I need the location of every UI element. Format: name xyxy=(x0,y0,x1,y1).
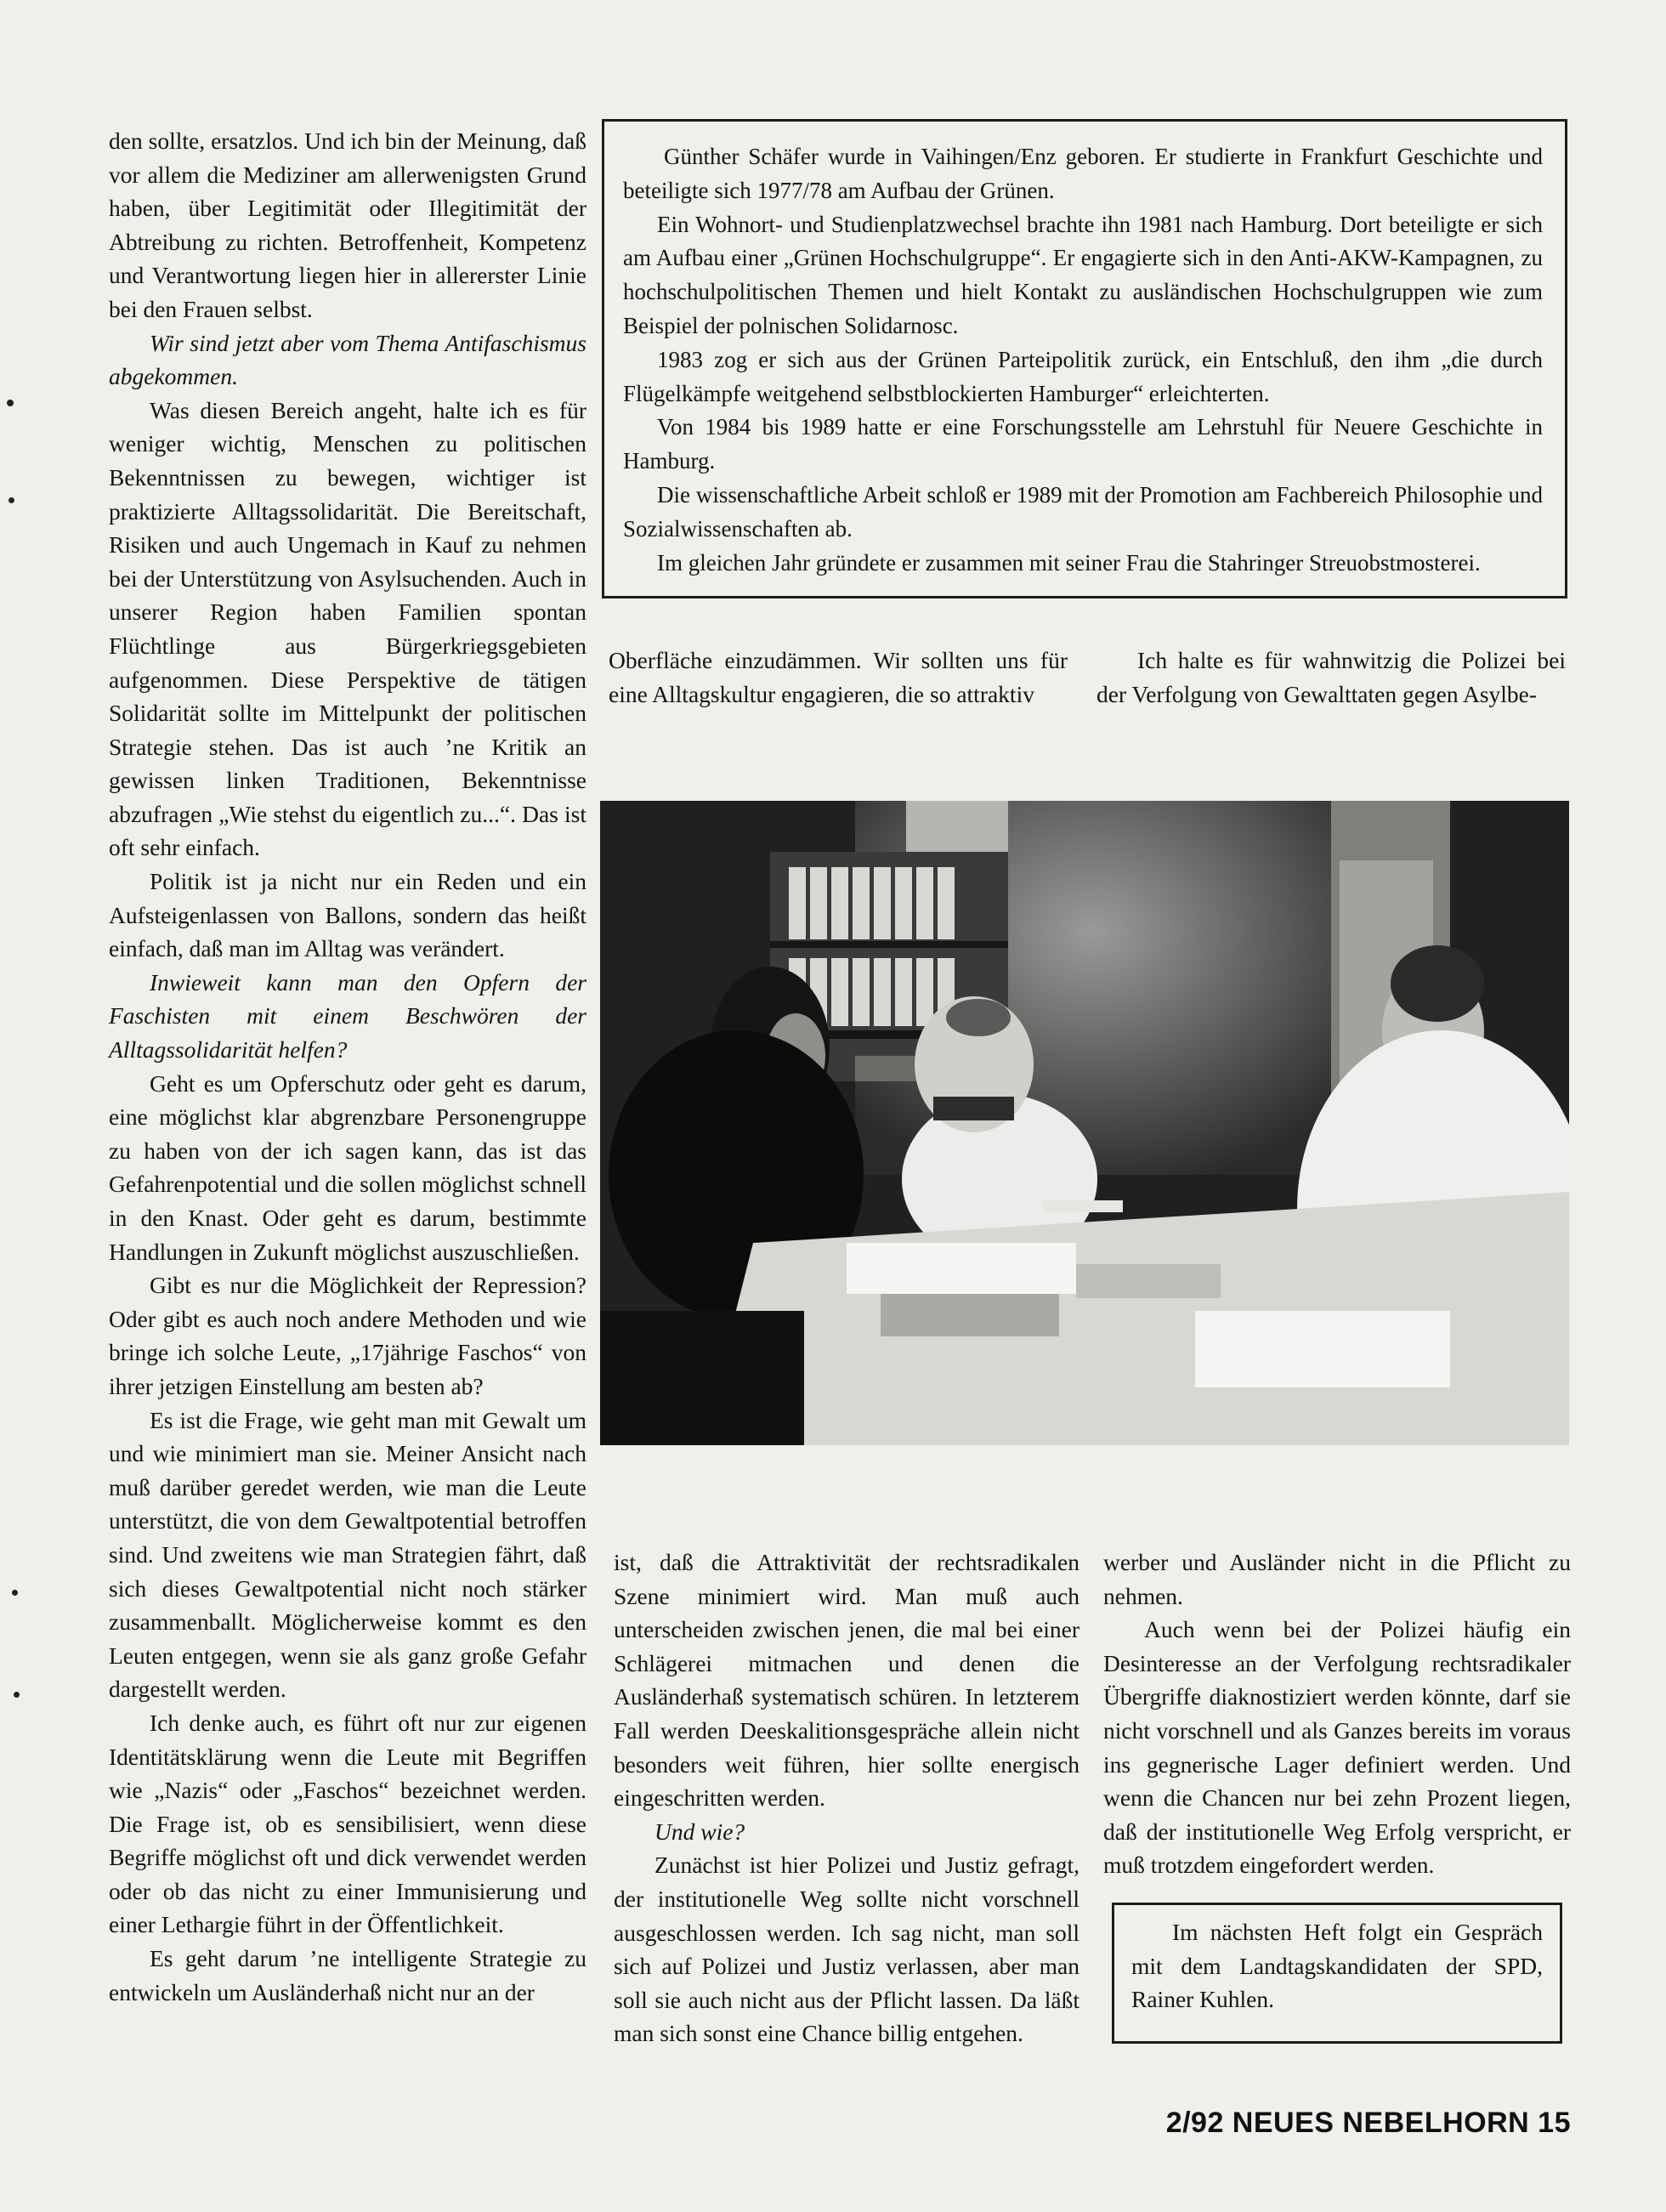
next-issue-note xyxy=(1112,1903,1562,2044)
interview-photo xyxy=(600,801,1569,1445)
interview-question: Inwieweit kann man den Opfern der Faschisten mit einem Beschwören der Alltagssolidarität helfen? xyxy=(109,968,586,1063)
article-column-mid-bottom xyxy=(614,1546,1080,2050)
article-paragraph: Gibt es nur die Möglichkeit der Repression? Oder gibt es auch noch andere Methoden und wie bringe ich solche Leute, „17jährige Faschos“ von ihrer jetzigen Einstellung am besten ab? xyxy=(109,1272,586,1399)
article-paragraph: Es geht darum ’ne intelligente Strategie zu entwickeln um Ausländerhaß nicht nur an der xyxy=(109,1945,586,2005)
bio-paragraph: Im gleichen Jahr gründete er zusammen mit seiner Frau die Stahringer Streuobstmosterei. xyxy=(657,549,1481,576)
article-paragraph: Es ist die Frage, wie geht man mit Gewalt um und wie minimiert man sie. Meiner Ansicht nach muß darüber geredet werden, wie man die Leute unterstützt, die von dem Gewaltpotential betroffen sind. Und zweitens wie man Strategien fährt, daß sich dieses Gewaltpotential nicht noch stärker zusammenballt. Möglicherweise kommt es den Leuten entgegen, wenn sie als ganz große Gefahr dargestellt werden. xyxy=(109,1406,586,1703)
article-paragraph: ist, daß die Attraktivität der rechtsradikalen Szene minimiert wird. Man muß auch unterscheiden zwischen jenen, die mal bei einer Schlägerei mitmachen und denen die Ausländerhaß systematisch schüren. In letzterem Fall werden Deeskalitionsgespräche allein nicht besonders weit führen, hier sollte energisch eingeschritten werden. xyxy=(614,1549,1080,1812)
photo-illustration xyxy=(600,801,1569,1445)
article-paragraph: Auch wenn bei der Polizei häufig ein Desinteresse an der Verfolgung rechtsradikaler Übergriffe diaknostiziert werden könnte, darf sie nicht vorschnell und als Ganzes bereits im voraus ins gegnerische Lager definiert werden. Und wenn die Chancen nur bei zehn Prozent liegen, daß der institutionelle Weg Erfolg verspricht, er muß trotzdem eingefordert werden. xyxy=(1103,1616,1571,1879)
article-paragraph: Zunächst ist hier Polizei und Justiz gefragt, der institutionelle Weg sollte nicht vorschnell ausgeschlossen werden. Ich sag nicht, man soll sich auf Polizei und Justiz verlassen, aber man soll sie auch nicht aus der Pflicht lassen. Da läßt man sich sonst eine Chance billig entgehen. xyxy=(614,1852,1080,2047)
interview-question: Wir sind jetzt aber vom Thema Antifaschismus abgekommen. xyxy=(109,329,586,390)
bio-paragraph: Günther Schäfer wurde in Vaihingen/Enz geboren. Er studierte in Frankfurt Geschichte und beteiligte sich 1977/78 am Aufbau der Grünen. xyxy=(623,144,1543,203)
bio-paragraph: Von 1984 bis 1989 hatte er eine Forschungsstelle am Lehrstuhl für Neuere Geschichte in Hamburg. xyxy=(623,414,1543,474)
interview-question: Und wie? xyxy=(654,1818,745,1845)
note-text: Im nächsten Heft folgt ein Gespräch mit dem Landtagskandidaten der SPD, Rainer Kuhlen. xyxy=(1131,1919,1543,2013)
article-paragraph: Oberfläche einzudämmen. Wir sollten uns für eine Alltagskultur engagieren, die so attraktiv xyxy=(609,647,1068,707)
page-footer: 2/92 NEUES NEBELHORN 15 xyxy=(1165,2107,1571,2139)
article-paragraph: Politik ist ja nicht nur ein Reden und ein Aufsteigenlassen von Ballons, sondern das heißt einfach, daß man im Alltag was verändert. xyxy=(109,868,586,962)
biography-box xyxy=(602,119,1567,598)
article-column-left xyxy=(109,124,586,2009)
article-column-mid-top xyxy=(609,644,1068,711)
scan-speck xyxy=(12,1590,18,1596)
scan-speck xyxy=(8,497,14,503)
article-paragraph: werber und Ausländer nicht in die Pflicht zu nehmen. xyxy=(1103,1549,1571,1609)
article-column-right-top xyxy=(1096,644,1566,711)
article-paragraph: Geht es um Opferschutz oder geht es darum, eine möglichst klar abgrenzbare Personengruppe zu haben von der ich sagen kann, das ist das Gefahrenpotential und die sollen möglichst schnell in den Knast. Oder geht es darum, bestimmte Handlungen in Zukunft möglichst auszuschließen. xyxy=(109,1069,586,1265)
bio-paragraph: Ein Wohnort- und Studienplatzwechsel brachte ihn 1981 nach Hamburg. Dort beteiligte er sich am Aufbau einer „Grünen Hochschulgruppe“. Er engagierte sich in den Anti-AKW-Kampagnen, zu hochschulpolitischen Themen und hielt Kontakt zu ausländischen Hochschulgruppen wie zum Beispiel der polnischen Solidarnosc. xyxy=(623,211,1543,338)
bio-paragraph: 1983 zog er sich aus der Grünen Parteipolitik zurück, ein Entschluß, den ihm „die durch Flügelkämpfe weitgehend selbstblockierten Hamburger“ erleichterten. xyxy=(623,346,1543,406)
article-paragraph: den sollte, ersatzlos. Und ich bin der Meinung, daß vor allem die Mediziner am allerwenigsten Grund haben, über Legitimität oder Illegitimität der Abtreibung zu richten. Betroffenheit, Kompetenz und Verantwortung liegen hier in allererster Linie bei den Frauen selbst. xyxy=(109,128,586,322)
article-paragraph: Ich denke auch, es führt oft nur zur eigenen Identitätsklärung wenn die Leute mit Begriffen wie „Nazis“ oder „Faschos“ bezeichnet werden. Die Frage ist, ob es sensibilisiert, wenn diese Begriffe möglichst oft und dick verwendet werden oder ob das nicht zu einer Immunisierung und einer Lethargie führt in der Öffentlichkeit. xyxy=(109,1709,586,1938)
bio-paragraph: Die wissenschaftliche Arbeit schloß er 1989 mit der Promotion am Fachbereich Philosophie und Sozialwissenschaften ab. xyxy=(623,481,1543,542)
scan-speck xyxy=(14,1692,20,1698)
article-paragraph: Ich halte es für wahnwitzig die Polizei bei der Verfolgung von Gewalttaten gegen Asylbe- xyxy=(1096,647,1566,707)
scan-speck xyxy=(7,400,14,406)
article-column-right-bottom xyxy=(1103,1546,1571,1882)
article-paragraph: Was diesen Bereich angeht, halte ich es für weniger wichtig, Menschen zu politischen Bekenntnissen zu bewegen, wichtiger ist praktizierte Alltagssolidarität. Die Bereitschaft, Risiken und auch Ungemach in Kauf zu nehmen bei der Unterstützung von Asylsuchenden. Auch in unserer Region haben Familien spontan Flüchtlinge aus Bürgerkriegsgebieten aufgenommen. Diese Perspektive de tätigen Solidarität sollte im Mittelpunkt der politischen Strategie stehen. Das ist auch ’ne Kritik an gewissen linken Traditionen, Bekenntnisse abzufragen „Wie stehst du eigentlich zu...“. Das ist oft sehr einfach. xyxy=(109,396,586,861)
